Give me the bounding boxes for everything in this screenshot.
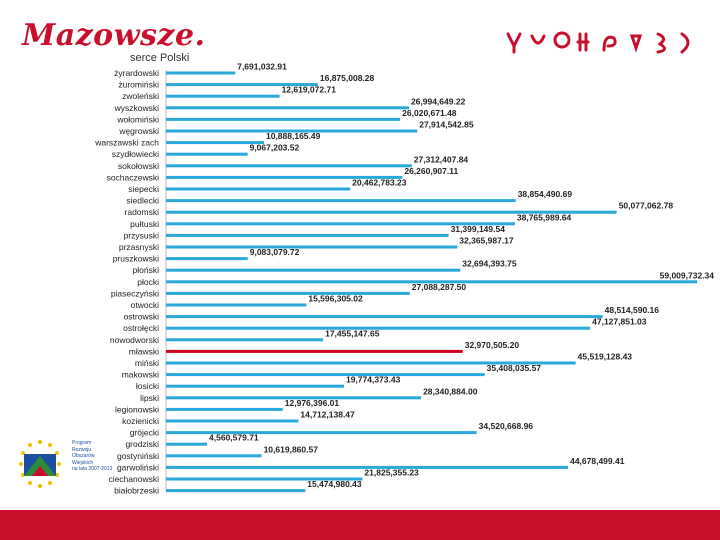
- bar: [166, 106, 409, 109]
- program-line: Program: [72, 440, 92, 446]
- bar: [166, 188, 350, 191]
- category-label: otwocki: [130, 300, 159, 310]
- value-label: 19,774,373.43: [345, 374, 401, 385]
- value-label: 32,970,505.20: [464, 339, 520, 350]
- category-label: grójecki: [129, 427, 159, 438]
- value-label: 26,260,907.11: [404, 165, 459, 176]
- value-label: 26,994,649.22: [410, 96, 466, 107]
- category-label: przysuski: [123, 230, 159, 241]
- bar: [166, 164, 412, 167]
- category-label: ciechanowski: [108, 474, 159, 484]
- category-label: przasnyski: [118, 242, 159, 252]
- program-line: Rozwoju: [72, 446, 92, 453]
- value-label: 27,312,407.84: [413, 154, 469, 165]
- category-label: ostrowski: [123, 311, 159, 322]
- bar: [166, 373, 485, 376]
- category-label: żyrardowski: [114, 68, 159, 78]
- bar: [166, 385, 344, 388]
- footer-bar: [0, 510, 720, 540]
- category-label: ostrołęcki: [123, 323, 159, 334]
- category-label: mławski: [128, 346, 159, 357]
- bar: [166, 257, 248, 260]
- value-label: 12,619,072.71: [281, 84, 336, 95]
- value-label: 17,455,147.65: [325, 328, 380, 339]
- bar: [166, 408, 283, 411]
- value-label: 14,712,138.47: [300, 409, 355, 420]
- bar: [166, 489, 305, 492]
- bars-group: [94, 62, 714, 496]
- category-label: pruszkowski: [112, 253, 159, 264]
- bar: [166, 338, 323, 341]
- category-label: grodziski: [125, 439, 159, 450]
- value-label: 27,088,287.50: [411, 281, 467, 292]
- category-label: gostyniński: [116, 450, 159, 461]
- category-label: pułtuski: [130, 218, 159, 229]
- value-label: 20,462,783.23: [352, 177, 407, 188]
- bar: [166, 118, 400, 121]
- bar: [166, 420, 298, 423]
- value-label: 32,365,987.17: [459, 235, 514, 246]
- category-label: sokołowski: [117, 160, 159, 171]
- bar: [166, 443, 207, 446]
- bar: [166, 315, 603, 318]
- bar: [166, 234, 449, 237]
- category-label: garwoliński: [116, 462, 159, 473]
- bar: [166, 350, 463, 353]
- program-line: na lata 2007-2013: [72, 466, 113, 472]
- value-label: 45,519,128.43: [577, 351, 633, 362]
- bar: [166, 269, 460, 272]
- value-label: 9,083,079.72: [249, 247, 300, 258]
- category-label: nowodworski: [109, 334, 159, 345]
- category-label: płoński: [132, 265, 159, 276]
- value-label: 15,474,980.43: [307, 479, 362, 490]
- tagline: serce Polski: [130, 52, 190, 64]
- category-label: wyszkowski: [114, 102, 159, 113]
- value-label: 50,077,062.78: [618, 200, 674, 211]
- category-label: żuromiński: [118, 79, 159, 90]
- category-label: kozienicki: [122, 416, 159, 426]
- value-label: 9,067,203.52: [249, 142, 300, 153]
- program-line: Obszarów: [72, 453, 95, 459]
- category-label: makowski: [121, 369, 159, 380]
- category-label: sochaczewski: [106, 172, 159, 183]
- value-label: 10,619,860.57: [263, 444, 318, 455]
- value-label: 7,691,032.91: [237, 61, 287, 72]
- bar: [166, 72, 235, 75]
- value-label: 27,914,542.85: [419, 119, 474, 130]
- category-label: lipski: [140, 392, 159, 403]
- category-label: siepecki: [128, 184, 159, 194]
- bar: [166, 292, 410, 295]
- value-label: 38,765,989.64: [516, 212, 572, 223]
- bar: [166, 246, 457, 249]
- bar: [166, 199, 516, 202]
- category-label: łosicki: [135, 381, 159, 392]
- category-label: warszawski zach: [95, 137, 159, 148]
- value-label: 31,399,149.54: [450, 223, 505, 234]
- bar: [166, 304, 306, 307]
- value-label: 21,825,355.23: [364, 467, 419, 478]
- value-label: 32,694,393.75: [462, 258, 517, 269]
- bar: [166, 153, 248, 156]
- category-label: białobrzeski: [114, 485, 159, 496]
- bar: [166, 454, 262, 457]
- category-label: wołomiński: [117, 114, 159, 125]
- category-label: legionowski: [115, 404, 159, 415]
- category-label: piaseczyński: [110, 288, 159, 299]
- category-label: węgrowski: [119, 126, 159, 136]
- value-label: 47,127,851.03: [592, 316, 647, 327]
- category-label: zwoleński: [122, 91, 159, 102]
- category-label: radomski: [124, 207, 159, 218]
- category-label: miński: [134, 358, 159, 368]
- program-line: Wiejskich: [72, 459, 94, 466]
- value-label: 34,520,668.96: [478, 421, 534, 432]
- value-label: 4,560,579.71: [209, 432, 259, 443]
- value-label: 26,020,671.48: [402, 107, 457, 118]
- value-label: 10,888,165.49: [265, 131, 321, 142]
- bar: [166, 95, 280, 98]
- value-label: 48,514,590.16: [604, 305, 659, 316]
- value-label: 16,875,008.28: [319, 73, 375, 84]
- value-label: 28,340,884.00: [423, 386, 478, 397]
- mazowsze-logo: Mazowsze.: [22, 18, 206, 53]
- category-label: szydłowiecki: [111, 149, 159, 160]
- value-label: 35,408,035.57: [486, 363, 542, 374]
- value-label: 15,596,305.02: [308, 293, 363, 304]
- value-label: 44,678,499.41: [570, 455, 625, 466]
- category-label: płocki: [137, 276, 159, 287]
- value-label: 38,854,490.69: [517, 189, 573, 200]
- value-label: 59,009,732.34: [659, 270, 714, 281]
- category-label: siedlecki: [126, 195, 159, 206]
- value-label: 12,976,396.01: [284, 397, 340, 408]
